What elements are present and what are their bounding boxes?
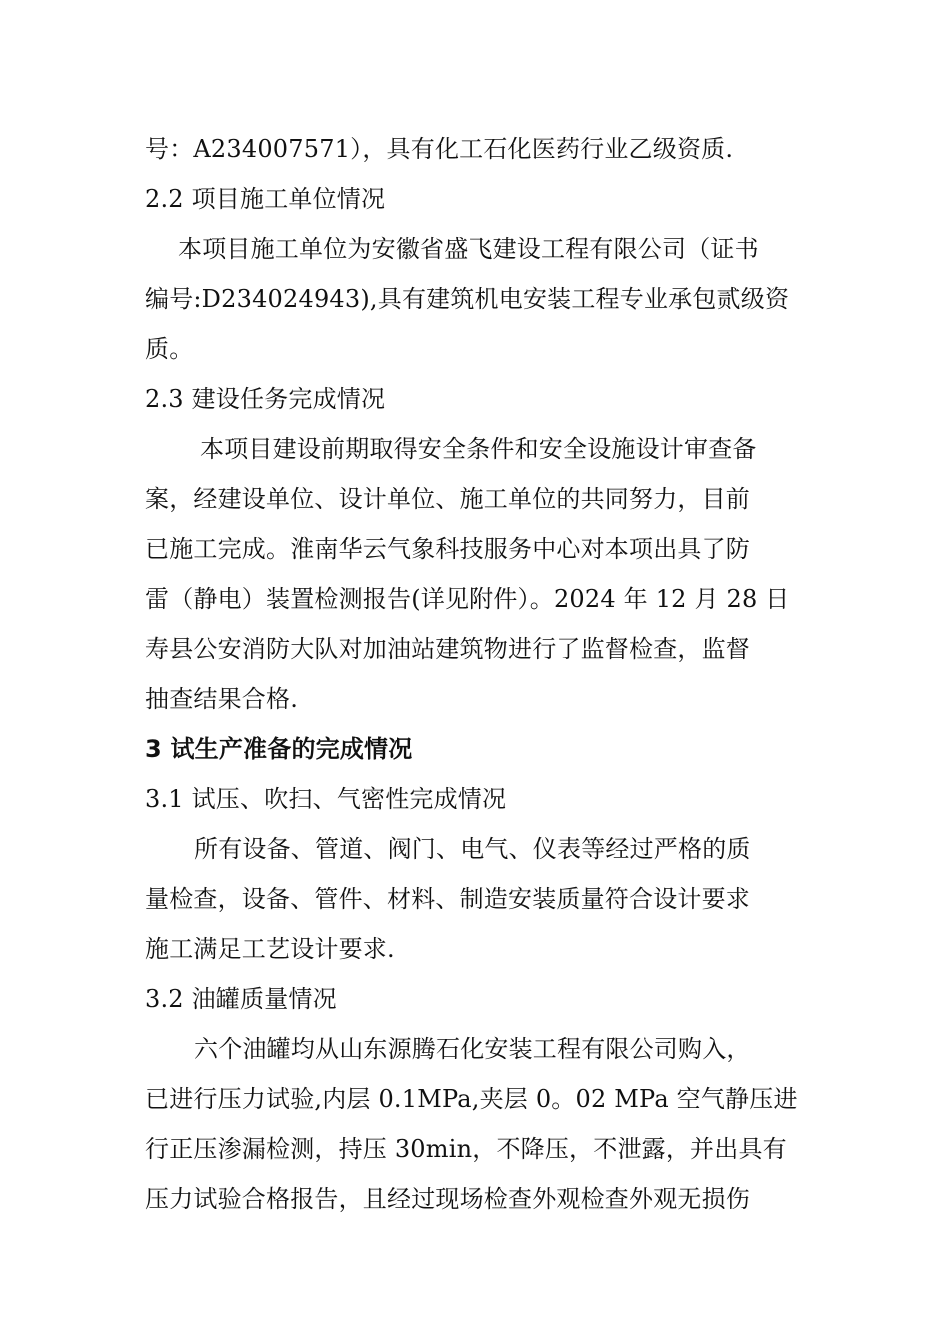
section-heading: 3.1 试压、吹扫、气密性完成情况 bbox=[145, 785, 507, 813]
chapter-heading: 3 试生产准备的完成情况 bbox=[145, 735, 413, 763]
paragraph-line: 寿县公安消防大队对加油站建筑物进行了监督检查，监督 bbox=[145, 635, 750, 663]
paragraph-line: 质。 bbox=[145, 335, 194, 363]
paragraph-line: 已进行压力试验,内层 0.1MPa,夹层 0。02 MPa 空气静压进 bbox=[145, 1085, 798, 1113]
paragraph-line: 量检查，设备、管件、材料、制造安装质量符合设计要求 bbox=[145, 885, 750, 913]
section-heading: 2.2 项目施工单位情况 bbox=[145, 185, 386, 213]
paragraph-line: 雷（静电）装置检测报告(详见附件）。2024 年 12 月 28 日 bbox=[145, 585, 790, 613]
section-heading: 3.2 油罐质量情况 bbox=[145, 985, 337, 1013]
paragraph-line: 案，经建设单位、设计单位、施工单位的共同努力，目前 bbox=[145, 485, 750, 513]
paragraph-line: 压力试验合格报告，且经过现场检查外观检查外观无损伤 bbox=[145, 1185, 750, 1213]
paragraph-line: 抽查结果合格. bbox=[145, 685, 299, 713]
paragraph-line: 本项目建设前期取得安全条件和安全设施设计审查备 bbox=[200, 435, 757, 463]
paragraph-line: 编号:D234024943),具有建筑机电安装工程专业承包贰级资 bbox=[145, 285, 790, 313]
section-heading: 2.3 建设任务完成情况 bbox=[145, 385, 386, 413]
paragraph-line: 号：A234007571），具有化工石化医药行业乙级资质. bbox=[145, 135, 734, 163]
paragraph-line: 行正压渗漏检测，持压 30min，不降压，不泄露，并出具有 bbox=[145, 1135, 787, 1163]
paragraph-line: 本项目施工单位为安徽省盛飞建设工程有限公司（证书 bbox=[178, 235, 759, 263]
paragraph-line: 所有设备、管道、阀门、电气、仪表等经过严格的质 bbox=[194, 835, 751, 863]
paragraph-line: 已施工完成。淮南华云气象科技服务中心对本项出具了防 bbox=[145, 535, 750, 563]
paragraph-line: 施工满足工艺设计要求. bbox=[145, 935, 395, 963]
paragraph-line: 六个油罐均从山东源腾石化安装工程有限公司购入， bbox=[194, 1035, 751, 1063]
